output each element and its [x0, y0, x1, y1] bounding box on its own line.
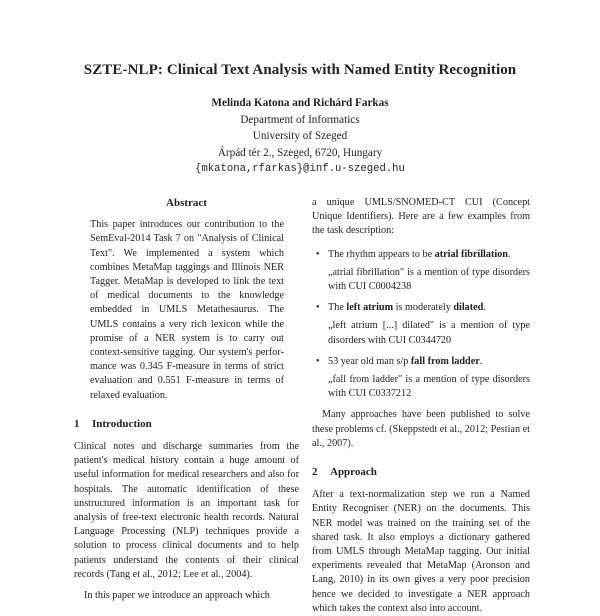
example-sentence: The left atrium is moderately dilated.	[328, 302, 486, 314]
section-heading-introduction	[74, 417, 299, 431]
section-number: 1	[74, 417, 80, 430]
introduction-paragraph-2: In this paper we introduce an approach which	[84, 590, 270, 602]
introduction-paragraph-1: Clinical notes and discharge summaries from the patient's medical history contain a huge amount of useful information for medical researchers and also for hospitals. The automatic identification of these unstructured information is an important task for analysis of free-text electronic health records. Natural Language Processing (NLP) techniques provide a solution to process clinical documents and to help patients understand the contents of their clinical records (Tang et al., 2012; Lee et al., 2004).	[74, 441, 299, 580]
bullet-icon: •	[316, 248, 320, 260]
author-block	[0, 95, 600, 178]
approach-paragraph: After a text-normalization step we run a Named Entity Recogniser (NER) on the documents. This NER model was trained on the training set of the shared task. It also employs a dictionary gathered from UMLS through MetaMap tagging. Our initial experiments revealed that MetaMap (Aronson and Lang, 2010) in its own gives a very poor precision hence we decided to investigate a NER approach which takes the context also into account.	[312, 489, 530, 614]
task-description-intro: a unique UMLS/SNOMED-CT CUI (Concept Unique Identifiers). Here are a few examples from the task description:	[312, 197, 530, 237]
section-number: 2	[312, 466, 318, 479]
author-address: Árpád tér 2., Szeged, 6720, Hungary	[217, 146, 383, 159]
example-detail: „left atrium [...] dilated" is a mention of type disorders with CUI C0344720	[328, 320, 530, 346]
section-heading-approach	[312, 465, 530, 479]
abstract-text: This paper introduces our contribution to the SemEval-2014 Task 7 on "Analysis of Clinical Text". We implemented a system which combines MetaMap taggings and Illinois NER Tagger. MetaMap is developed to link the text of medical documents to the knowledge embedded in UMLS Metathesaurus. The UMLS contains a very rich lexicon while the promise of a NER system is to carry out context-sensitive tagging. Our system's performance was 0.345 F-measure in terms of strict evaluation and 0.551 F-measure in terms of relaxed evaluation.	[90, 219, 284, 401]
example-sentence: The rhythm appears to be atrial fibrillation.	[328, 248, 511, 260]
bullet-icon: •	[316, 355, 320, 367]
example-sentence: 53 year old man s/p fall from ladder.	[328, 355, 483, 367]
abstract-heading: Abstract	[166, 197, 207, 209]
example-list	[312, 248, 530, 402]
section-title: Approach	[330, 466, 377, 479]
author-email: {mkatona,rfarkas}@inf.u-szeged.hu	[195, 163, 405, 175]
bullet-icon: •	[316, 302, 320, 314]
example-detail: „atrial fibrillation" is a mention of type disorders with CUI C0004238	[328, 266, 530, 293]
example-item	[312, 248, 530, 295]
related-work-paragraph: Many approaches have been published to solve these problems cf. (Skeppstedt et al., 2012; Pestian et al., 2007).	[312, 409, 530, 449]
author-department: Department of Informatics	[240, 113, 360, 126]
right-column	[312, 196, 530, 616]
author-names: Melinda Katona and Richárd Farkas	[211, 97, 389, 109]
section-title: Introduction	[92, 417, 152, 430]
example-detail: „fall from ladder" is a mention of type disorders with CUI C0337212	[328, 374, 530, 400]
left-column	[74, 196, 299, 603]
author-university: University of Szeged	[252, 130, 348, 142]
example-item	[312, 355, 530, 402]
paper-title: SZTE-NLP: Clinical Text Analysis with Named Entity Recognition	[83, 62, 517, 78]
example-item	[312, 301, 530, 348]
